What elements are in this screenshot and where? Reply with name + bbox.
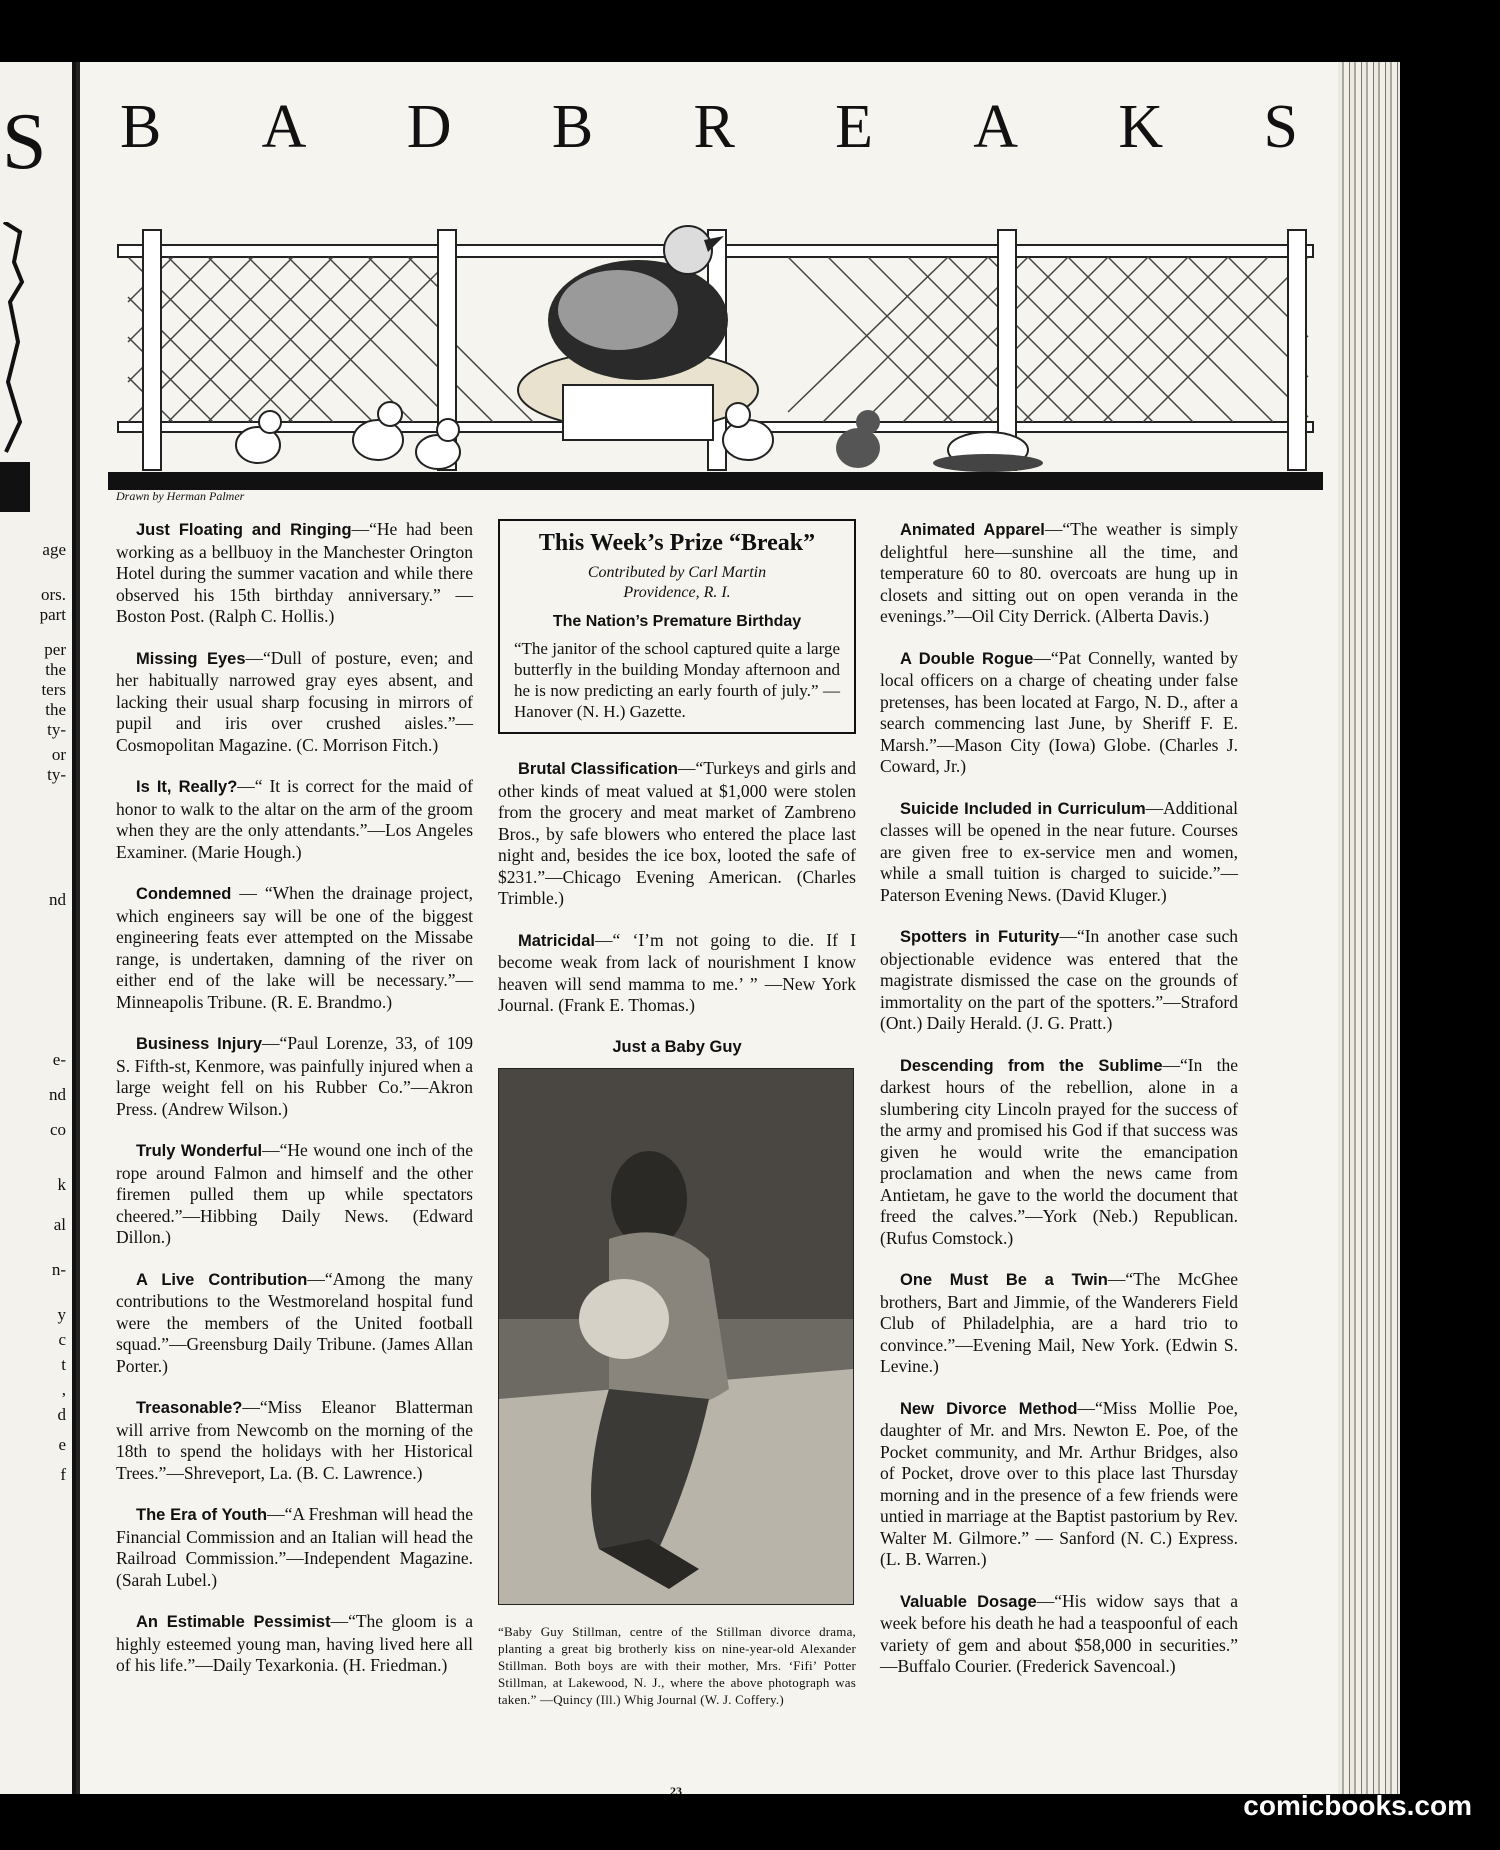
left-page-fragment [0,62,76,1794]
break-text: —“ It is correct for the maid of honor to walk to the altar on the arm of the groom when they are the only attendants.”—Los Angeles Examiner. (Marie Hough.) [116,776,473,862]
column-middle [498,519,856,1708]
break-headline: One Must Be a Twin [900,1271,1108,1289]
left-page-text-fragment: per [44,640,66,659]
break-headline: New Divorce Method [900,1399,1078,1418]
break-item [116,519,473,628]
break-item [116,1140,473,1249]
break-text: — “When the drainage project, which engineers say will be one of the biggest engineering feats ever attempted on the Missabe range, is undertaken, damning of the river on either end of the lake will be necessary.”—Minneapolis Tribune. (R. E. Brandmo.) [116,883,473,1012]
left-page-text-fragment: ters [41,680,66,699]
left-page-text-fragment: nd [49,890,66,909]
break-text: —“Among the many contributions to the Westmoreland hospital fund were the members of the United football squad.”—Greensburg Daily Tribune. (James Allan Porter.) [116,1268,473,1376]
break-item [116,1033,473,1120]
title-letter: S [1263,93,1300,161]
left-page-text-fragment: age [42,540,66,559]
break-item [116,776,473,863]
page-title [120,92,1300,163]
left-page-text-fragment: c [58,1330,66,1349]
break-text: —“Paul Lorenze, 33, of 109 S. Fifth-st, Kenmore, was painfully injured when a large weight fell on his Rubber Co.”—Akron Press. (Andrew Wilson.) [116,1033,473,1119]
title-letter: A [261,93,309,161]
break-headline: Valuable Dosage [900,1592,1037,1611]
title-letter: K [1118,93,1166,161]
watermark: comicbooks.com [1243,1790,1472,1821]
left-page-text-fragment: al [53,1215,66,1234]
title-letter: B [551,93,596,161]
break-headline: Is It, Really? [136,778,238,796]
break-item [880,1398,1238,1571]
break-text: —“In another case such objectionable evidence was entered that the magistrate dismissed the case on the grounds of immortality on the part of the spotters.”—Straford (Ont.) Daily Herald. (J. G. Pratt.) [880,926,1238,1033]
left-page-text-fragment: f [60,1465,66,1484]
break-text: —“Turkeys and girls and other kinds of meat valued at $1,000 were stolen from the grocery and meat market of Zambreno Bros., by safe blowers who entered the place last night and, besides the ice box, looted the safe of $231.”—Chicago Evening American. (Charles Trimble.) [498,758,856,908]
left-page-text-fragment: d [57,1405,66,1424]
prize-headline: The Nation’s Premature Birthday [552,612,802,630]
left-page-text-fragment: n- [51,1260,66,1279]
break-text: —“The McGhee brothers, Bart and Jimmie, of the Wanderers Field Club of Philadelphia, are a hard trio to convince.”—Evening Mail, New York. (Edwin S. Levine.) [880,1269,1238,1376]
break-item [880,1269,1238,1378]
break-headline: Missing Eyes [136,649,246,668]
break-headline: A Live Contribution [136,1270,308,1289]
break-item [498,758,856,910]
column-right [880,519,1238,1698]
break-headline: Brutal Classification [518,760,678,778]
break-item [116,1397,473,1484]
illustration-credit: Drawn by Herman Palmer [116,489,245,503]
break-text: —“In the darkest hours of the rebellion, alone in a slumbering city Lincoln prayed for the success of the army and promised his God if that success was given he would write the emancipation proclamation and when the news came from Antietam, he gave to the world the document that freed the calves.”—York (Neb.) Republican. (Rufus Comstock.) [880,1054,1238,1248]
break-text: —“His widow says that a week before his death he had a teaspoonful of each variety of gem and about $58,000 in securities.” —Buffalo Courier. (Frederick Savencoal.) [880,1590,1238,1676]
left-page-text-fragment: ty- [47,720,66,739]
break-text: —“He had been working as a bellbuoy in the Manchester Orington Hotel during the summer vacation and while there observed his 15th birthday anniversary.” — Boston Post. (Ralph C. Hollis.) [116,519,473,626]
break-text: —“ ‘I’m not going to die. If I become weak from lack of nourishment I know heaven will send mamma to me.’ ” —New York Journal. (Frank E. Thomas.) [498,929,856,1015]
break-item [880,926,1238,1035]
left-page-text-fragment: the [45,660,66,679]
left-page-text-fragment: ty- [47,765,66,784]
title-letter: D [406,93,454,161]
break-text: —“Miss Mollie Poe, daughter of Mr. and Mrs. Newton E. Poe, of the Pocket community, and Mr. Arthur Bridges, also of Pocket, drove over to this place last Thursday morning and in the presence of a few friends were untied in marriage at the Baptist pastorium by Rev. Walter M. Gilmore.” — Sanford (N. C.) Express. (L. B. Warren.) [880,1397,1238,1569]
break-headline: The Era of Youth [136,1506,268,1524]
page-stack-edge [1338,62,1400,1794]
break-headline: Spotters in Futurity [900,928,1060,946]
left-page-text-fragment: part [39,605,66,624]
break-headline: Treasonable? [136,1399,243,1417]
photo-title: Just a Baby Guy [612,1037,742,1056]
break-text: —“The weather is simply delightful here—sunshine all the time, and temperature 60 to 80. overcoats are hung up in closets and sitting out on open veranda in the evenings.”—Oil City Derrick. (Alberta Davis.) [880,519,1238,626]
prize-title: This Week’s Prize “Break” [538,530,816,556]
break-item [116,883,473,1013]
break-item [880,648,1238,778]
break-item [880,1055,1238,1250]
break-item [116,1504,473,1591]
prize-place: Providence, R. I. [623,583,731,601]
column-left [116,519,473,1697]
break-item [116,1269,473,1378]
left-page-big-letter: S [2,98,47,186]
break-item [116,1611,473,1677]
break-item [880,798,1238,907]
left-page-text-fragment: e [58,1435,66,1454]
break-text: —Additional classes will be opened in the near future. Courses are given free to ex-service men and women, while a small tuition is charged to suicide.”—Paterson Evening News. (David Kluger.) [880,797,1238,905]
break-text: —“Dull of posture, even; and her habitually narrowed gray eyes absent, and lacking their usual sharp focusing in mirrors of pupil and iris over crushed aisles.”—Cosmopolitan Magazine. (C. Morrison Fitch.) [116,647,473,755]
break-text: —“He wound one inch of the rope around Falmon and himself and the other firemen pulled them up while spectators cheered.”—Hibbing Daily News. (Edward Dillon.) [116,1140,474,1247]
left-page-text-fragment: nd [49,1085,66,1104]
left-page-text-fragment: y [57,1305,66,1324]
break-headline: Condemned [136,885,232,903]
left-page-text-fragment: co [49,1120,66,1139]
break-headline: An Estimable Pessimist [136,1613,331,1631]
break-headline: Truly Wonderful [136,1142,263,1160]
baby-guy-photograph [498,1068,854,1605]
break-item [880,519,1238,628]
barnyard-illustration [108,190,1323,490]
title-letter: R [693,93,737,161]
left-page-text-fragment: e- [52,1050,66,1069]
break-item [880,1591,1238,1678]
page-number: 23 [670,1784,682,1794]
break-text: —“Miss Eleanor Blatterman will arrive from Newcomb on the morning of the 18th to spend the holidays with her Historical Trees.”—Shreveport, La. (B. C. Lawrence.) [116,1397,473,1483]
break-item [498,930,856,1017]
left-page-text-fragment: or [51,745,66,764]
break-text: —“A Freshman will head the Financial Commission and an Italian will head the Railroad Commission.”—Independent Magazine. (Sarah Lubel.) [116,1504,473,1590]
break-text: —“Pat Connelly, wanted by local officers on a charge of cheating under false pretenses, has been located at Fargo, N. D., after a search commencing last June, by Sheriff F. E. Marsh.”—Mason City (Iowa) Globe. (Charles J. Coward, Jr.) [880,647,1238,776]
title-letter: A [973,93,1021,161]
left-page-text-fragment: ors. [40,585,66,604]
break-headline: A Double Rogue [900,649,1034,668]
title-letter: B [120,93,164,161]
left-page-text-fragment: , [61,1380,66,1399]
magazine-page [80,62,1348,1794]
title-letter: E [835,93,875,161]
break-headline: Animated Apparel [900,521,1045,539]
left-page-figure [0,222,30,512]
break-headline: Descending from the Sublime [900,1056,1163,1075]
left-page-text-fragment: k [57,1175,66,1194]
break-headline: Just Floating and Ringing [136,521,352,539]
break-headline: Matricidal [518,931,596,950]
photo-caption: “Baby Guy Stillman, centre of the Stillman divorce drama, planting a great big brotherly kiss on nine-year-old Alexander Stillman. Both boys are with their mother, Mrs. ‘Fifi’ Potter Stillman, at Lakewood, N. J., where the above photograph was taken.” —Quincy (Ill.) Whig Journal (W. J. Coffery.) [498,1623,856,1707]
left-page-text-fragment: the [45,700,66,719]
prize-break-box [498,519,856,734]
break-headline: Business Injury [136,1035,263,1053]
break-text: —“The gloom is a highly esteemed young man, having lived here all of his life.”—Daily Texarkonia. (H. Friedman.) [116,1611,473,1675]
prize-body: “The janitor of the school captured quite a large butterfly in the building Monday afternoon and he is now predicting an early fourth of july.” —Hanover (N. H.) Gazette. [514,639,840,721]
left-page-text-fragment: t [61,1355,66,1374]
break-headline: Suicide Included in Curriculum [900,799,1146,818]
break-item [116,648,473,757]
prize-contributor: Contributed by Carl Martin [587,563,767,581]
